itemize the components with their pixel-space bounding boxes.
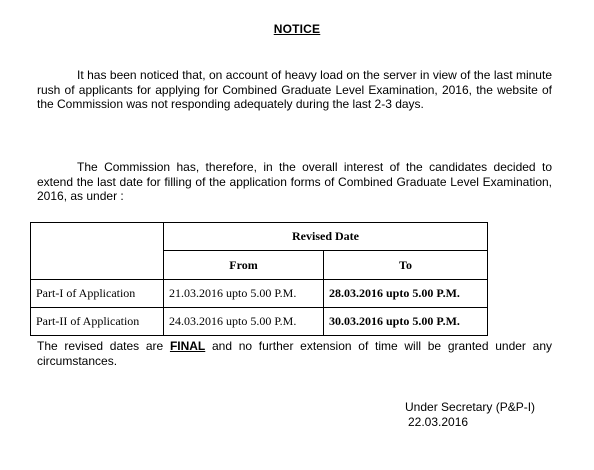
revised-dates-table <box>30 222 488 336</box>
to-date-cell: 30.03.2016 upto 5.00 P.M. <box>324 308 488 336</box>
table-header-row <box>31 223 488 251</box>
paragraph-2-text: The Commission has, therefore, in the overall interest of the candidates decided to extend the last date for filling of the application forms of Combined Graduate Level Examination, 2016, as under : <box>37 160 552 203</box>
notice-title: NOTICE <box>273 22 321 36</box>
notice-date: 22.03.2016 <box>408 415 469 429</box>
final-emphasis: FINAL <box>169 339 206 353</box>
to-date-cell: 28.03.2016 upto 5.00 P.M. <box>324 280 488 308</box>
to-column-header: To <box>324 251 488 280</box>
row-label: Part-II of Application <box>31 308 164 336</box>
table-empty-header-cell <box>31 223 164 280</box>
notice-paragraph-server-load <box>37 68 552 112</box>
paragraph-3-text-before: The revised dates are <box>37 339 170 353</box>
row-label: Part-I of Application <box>31 280 164 308</box>
paragraph-3-text-after: and no further extension of time will be granted under any circumstances. <box>37 339 552 368</box>
from-column-header: From <box>164 251 324 280</box>
from-date-cell: 21.03.2016 upto 5.00 P.M. <box>164 280 324 308</box>
notice-paragraph-final <box>37 339 552 368</box>
table-row <box>31 308 488 336</box>
from-date-cell: 24.03.2016 upto 5.00 P.M. <box>164 308 324 336</box>
revised-date-header: Revised Date <box>164 223 488 251</box>
table-row <box>31 280 488 308</box>
notice-paragraph-extension <box>37 160 552 204</box>
paragraph-1-text: It has been noticed that, on account of heavy load on the server in view of the last minute rush of applicants for applying for Combined Graduate Level Examination, 2016, the website of the Commission was not responding adequately during the last 2-3 days. <box>37 68 552 111</box>
signatory-title: Under Secretary (P&P-I) <box>405 400 536 414</box>
